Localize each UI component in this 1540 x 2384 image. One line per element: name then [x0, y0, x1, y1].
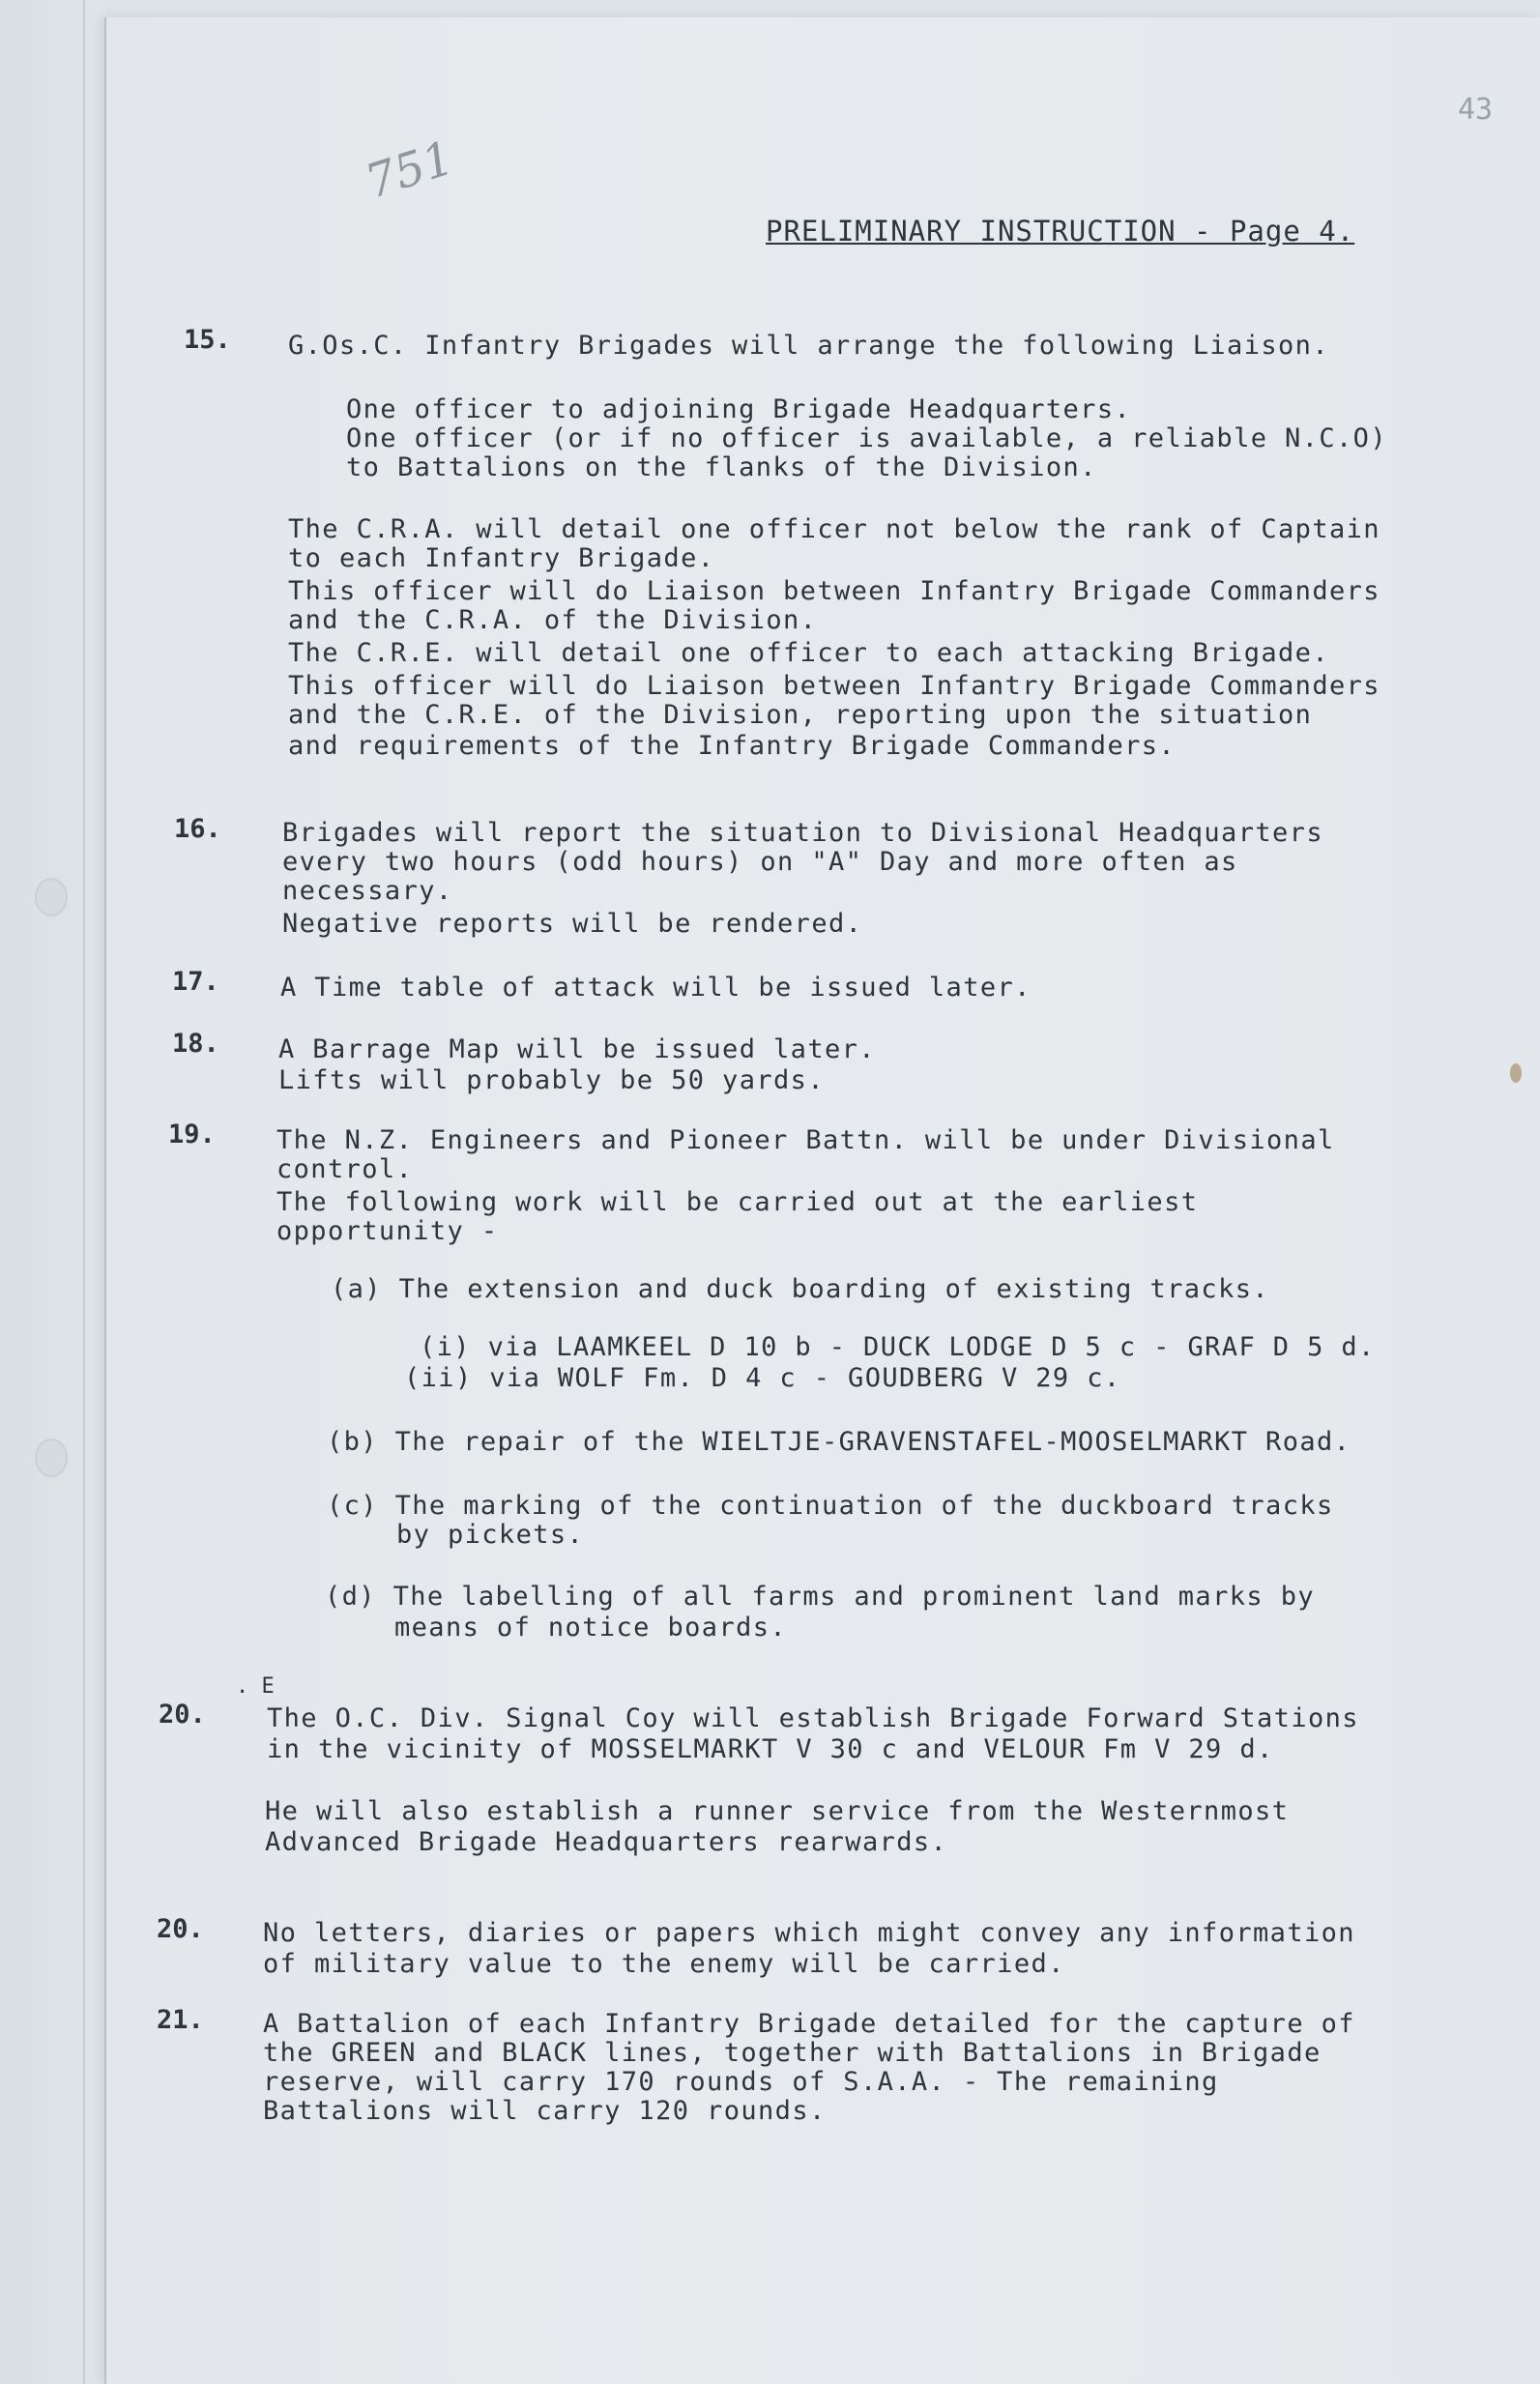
para-15-line: This officer will do Liaison between Infantry Brigade Commanders — [288, 576, 1380, 606]
para-15-line: and the C.R.A. of the Division. — [288, 605, 818, 635]
para-15-line: One officer (or if no officer is available, a reliable N.C.O) — [346, 423, 1387, 453]
para-21-line: the GREEN and BLACK lines, together with Battalions in Brigade — [263, 2038, 1322, 2068]
punch-hole-bottom — [35, 1439, 68, 1477]
para-15-line: G.Os.C. Infantry Brigades will arrange the following Liaison. — [288, 331, 1329, 361]
para-20b-line: of military value to the enemy will be carried. — [263, 1949, 1065, 1979]
para-15-line: and the C.R.E. of the Division, reporting upon the situation — [288, 700, 1313, 730]
para-21-line: reserve, will carry 170 rounds of S.A.A. - The remaining — [263, 2067, 1219, 2097]
para-16-line: necessary. — [282, 876, 453, 906]
para-19-line: (ii) via WOLF Fm. D 4 c - GOUDBERG V 29 c. — [404, 1363, 1121, 1393]
left-margin-strip — [0, 0, 106, 2384]
paragraph-number-16: 16. — [174, 814, 221, 844]
para-15-line: One officer to adjoining Brigade Headquarters. — [346, 394, 1132, 424]
para-19-line: (a) The extension and duck boarding of existing tracks. — [331, 1274, 1270, 1304]
para-18-line: Lifts will probably be 50 yards. — [278, 1065, 825, 1095]
paragraph-number-15: 15. — [184, 325, 231, 355]
para-15-line: This officer will do Liaison between Infantry Brigade Commanders — [288, 671, 1380, 701]
paragraph-number-21: 21. — [157, 2005, 204, 2035]
para-20-line: Advanced Brigade Headquarters rearwards. — [265, 1827, 948, 1857]
para-19-line: (d) The labelling of all farms and prominent land marks by — [325, 1582, 1316, 1612]
paragraph-number-20: 20. — [159, 1700, 206, 1730]
para-21-line: A Battalion of each Infantry Brigade detailed for the capture of — [263, 2009, 1355, 2039]
page-header: PRELIMINARY INSTRUCTION - Page 4. — [766, 215, 1355, 247]
para-19-line: The following work will be carried out at the earliest — [276, 1187, 1199, 1217]
para-20-line: in the vicinity of MOSSELMARKT V 30 c and VELOUR Fm V 29 d. — [267, 1734, 1274, 1764]
margin-rule — [83, 0, 85, 2384]
para-19-line: opportunity - — [276, 1216, 499, 1246]
corner-page-number: 43 — [1458, 93, 1494, 127]
para-19-line: means of notice boards. — [394, 1613, 788, 1643]
small-mark: . E — [236, 1674, 275, 1699]
para-15-line: and requirements of the Infantry Brigade Commanders. — [288, 731, 1177, 761]
para-20b-line: No letters, diaries or papers which might convey any information — [263, 1918, 1355, 1948]
para-15-line: The C.R.E. will detail one officer to each attacking Brigade. — [288, 638, 1329, 668]
para-17-line: A Time table of attack will be issued later. — [280, 973, 1032, 1003]
para-16-line: every two hours (odd hours) on "A" Day and more often as — [282, 847, 1238, 877]
para-19-line: (b) The repair of the WIELTJE-GRAVENSTAFEL-MOOSELMARKT Road. — [327, 1427, 1351, 1457]
pencil-annotation: 751 — [359, 131, 461, 210]
para-21-line: Battalions will carry 120 rounds. — [263, 2096, 827, 2126]
para-19-line: control. — [276, 1154, 414, 1184]
ink-smudge — [1510, 1063, 1522, 1083]
para-20-line: He will also establish a runner service from the Westernmost — [265, 1796, 1290, 1826]
para-15-line: The C.R.A. will detail one officer not below the rank of Captain — [288, 514, 1380, 544]
para-15-line: to each Infantry Brigade. — [288, 543, 715, 573]
paragraph-number-18: 18. — [172, 1029, 219, 1059]
para-16-line: Negative reports will be rendered. — [282, 909, 863, 939]
para-19-line: (c) The marking of the continuation of the duckboard tracks — [327, 1491, 1334, 1521]
paragraph-number-19: 19. — [168, 1119, 216, 1149]
para-19-line: by pickets. — [396, 1520, 585, 1550]
para-19-line: The N.Z. Engineers and Pioneer Battn. will be under Divisional — [276, 1125, 1335, 1155]
para-18-line: A Barrage Map will be issued later. — [278, 1034, 876, 1064]
punch-hole-top — [35, 878, 68, 916]
paragraph-number-20b: 20. — [157, 1914, 204, 1944]
para-20-line: The O.C. Div. Signal Coy will establish Brigade Forward Stations — [267, 1703, 1359, 1733]
para-15-line: to Battalions on the flanks of the Division. — [346, 452, 1097, 482]
para-16-line: Brigades will report the situation to Divisional Headquarters — [282, 818, 1323, 848]
paragraph-number-17: 17. — [172, 967, 219, 997]
para-19-line: (i) via LAAMKEEL D 10 b - DUCK LODGE D 5 c - GRAF D 5 d. — [420, 1332, 1376, 1362]
